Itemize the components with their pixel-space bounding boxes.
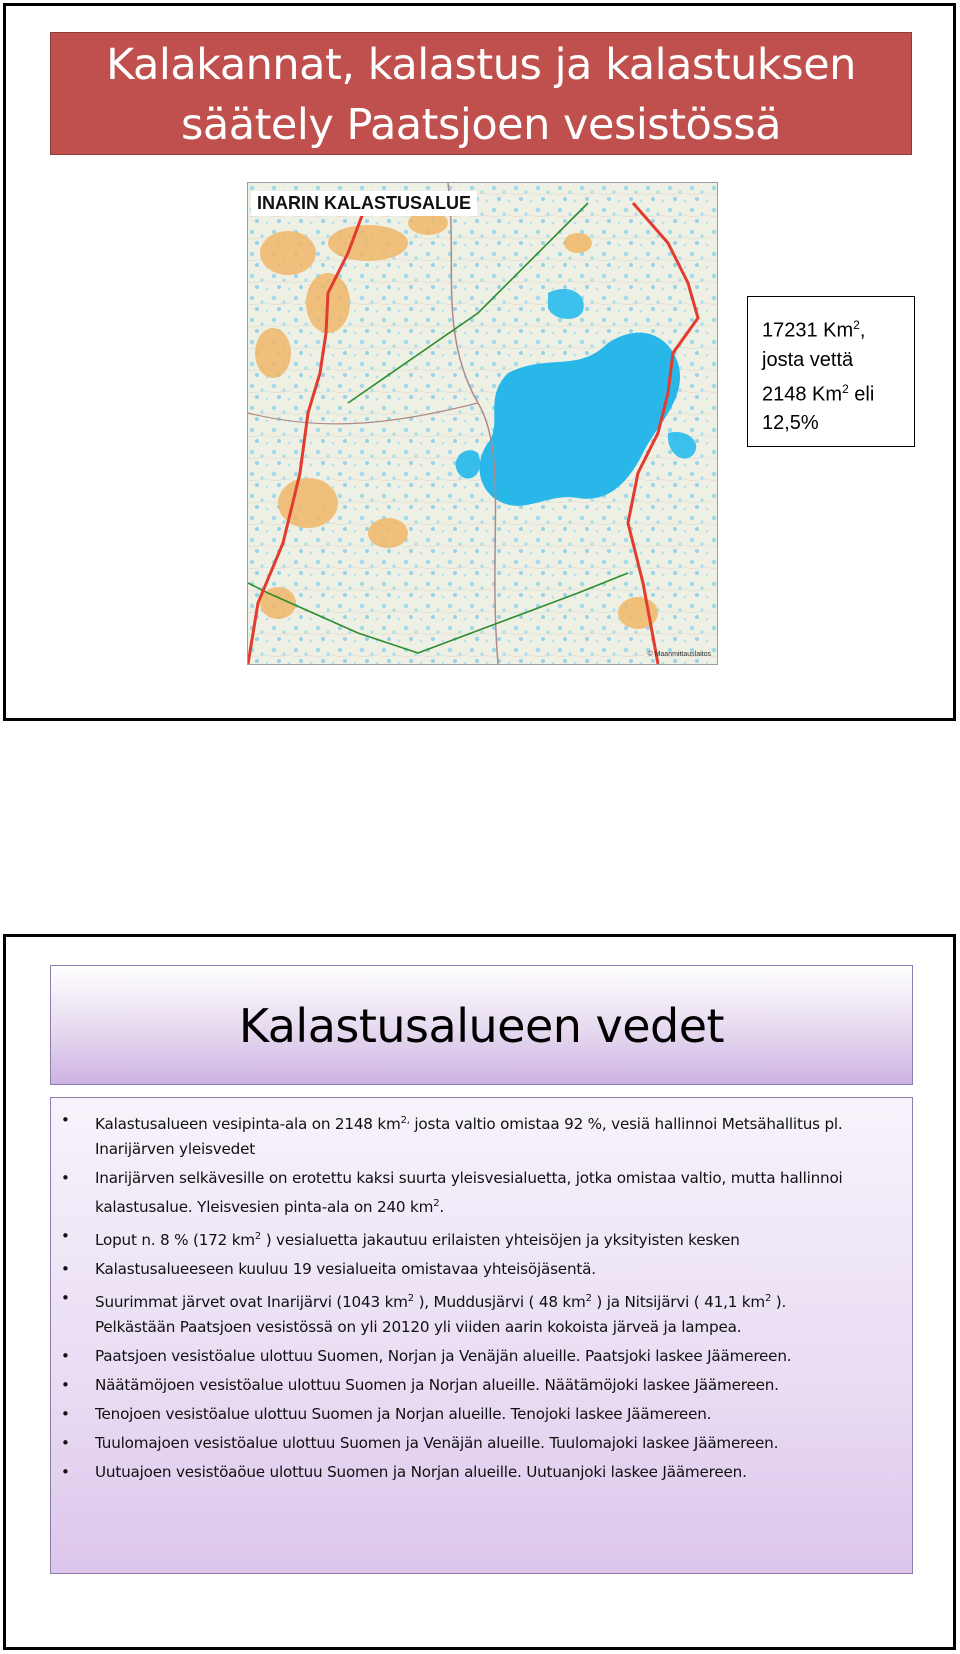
map-credit: © Maanmittauslaitos xyxy=(647,651,711,658)
bullet-sup: 2 xyxy=(585,1293,592,1305)
bullet-text: Pelkästään Paatsjoen vesistössä on yli 20120 yli viiden aarin kokoista järveä ja lampea. xyxy=(95,1318,742,1337)
info-text: , xyxy=(859,319,866,342)
area-info-box xyxy=(747,296,915,447)
slide-1 xyxy=(3,3,956,721)
info-text: eli xyxy=(848,383,875,406)
info-text: 2148 Km xyxy=(762,383,843,406)
map-label: INARIN KALASTUSALUE xyxy=(251,191,477,216)
bullet-text: Kalastusalueeseen kuuluu 19 vesialueita omistavaa yhteisöjäsentä. xyxy=(95,1260,596,1279)
fishing-area-map xyxy=(247,182,718,665)
slide-2-title: Kalastusalueen vedet xyxy=(238,999,725,1053)
bullet-text: josta valtio omistaa 92 %, vesiä hallinnoi Metsähallitus pl. Inarijärven yleisvedet xyxy=(95,1115,843,1159)
bullet-text: Loput n. 8 % (172 km xyxy=(95,1231,255,1250)
slide-1-title xyxy=(50,32,912,155)
bullet-text: Kalastusalueen vesipinta-ala on 2148 km xyxy=(95,1115,401,1134)
bullet-item xyxy=(51,1286,902,1315)
bullet-text: ) ja Nitsijärvi ( 41,1 km xyxy=(591,1293,765,1312)
info-sup: 2 xyxy=(842,381,849,396)
info-sup: 2 xyxy=(853,318,860,332)
bullet-continuation xyxy=(51,1315,902,1340)
map-graphic xyxy=(248,183,717,664)
bullet-sup: 2 xyxy=(433,1198,440,1210)
info-line-2: josta vettä xyxy=(762,348,854,371)
bullet-sup: 2 xyxy=(764,1293,772,1305)
bullet-sup: 2, xyxy=(400,1115,410,1126)
title-line-1: Kalakannat, kalastus ja kalastuksen xyxy=(106,40,856,90)
info-line-4: 12,5% xyxy=(762,412,819,435)
bullet-item xyxy=(51,1402,902,1427)
slide-2 xyxy=(3,934,956,1650)
bullet-item xyxy=(51,1344,902,1369)
bullet-text: Inarijärven selkävesille on erotettu kaksi suurta yleisvesialuetta, jotka omistaa valtio, mutta hallinnoi kalastusalue. Yleisvesien pinta-ala on 240 km xyxy=(95,1169,843,1217)
bullet-item xyxy=(51,1373,902,1398)
bullet-text: Tuulomajoen vesistöalue ulottuu Suomen ja Venäjän alueille. Tuulomajoki laskee Jäämereen. xyxy=(95,1434,779,1453)
bullet-text: Tenojoen vesistöalue ulottuu Suomen ja Norjan alueille. Tenojoki laskee Jäämereen. xyxy=(95,1405,712,1424)
bullet-item xyxy=(51,1257,902,1282)
info-line-3 xyxy=(762,375,914,410)
bullet-text: . xyxy=(439,1198,445,1217)
bullet-sup: 2 xyxy=(254,1231,262,1243)
bullet-list xyxy=(51,1108,902,1485)
info-line-1 xyxy=(762,311,914,346)
bullet-item xyxy=(51,1460,902,1485)
slide-2-content xyxy=(50,1097,913,1574)
bullet-item xyxy=(51,1108,902,1162)
bullet-item xyxy=(51,1431,902,1456)
bullet-text: ) vesialuetta jakautuu erilaisten yhteisöjen ja yksityisten kesken xyxy=(261,1231,740,1250)
slide-2-title-box xyxy=(50,965,913,1085)
bullet-text: ). xyxy=(771,1293,787,1312)
bullet-item xyxy=(51,1224,902,1253)
bullet-sup: 2 xyxy=(407,1293,414,1305)
bullet-item xyxy=(51,1166,902,1220)
bullet-text: Uutuajoen vesistöaöue ulottuu Suomen ja Norjan alueille. Uutuanjoki laskee Jäämereen. xyxy=(95,1463,747,1482)
bullet-text: Suurimmat järvet ovat Inarijärvi (1043 km xyxy=(95,1293,408,1312)
bullet-text: Paatsjoen vesistöalue ulottuu Suomen, Norjan ja Venäjän alueille. Paatsjoki laskee Jäämereen. xyxy=(95,1347,792,1366)
bullet-text: Näätämöjoen vesistöalue ulottuu Suomen ja Norjan alueille. Näätämöjoki laskee Jäämereen. xyxy=(95,1376,779,1395)
info-text: 17231 Km xyxy=(762,319,854,342)
bullet-text: ), Muddusjärvi ( 48 km xyxy=(413,1293,586,1312)
title-line-2: säätely Paatsjoen vesistössä xyxy=(180,100,782,150)
